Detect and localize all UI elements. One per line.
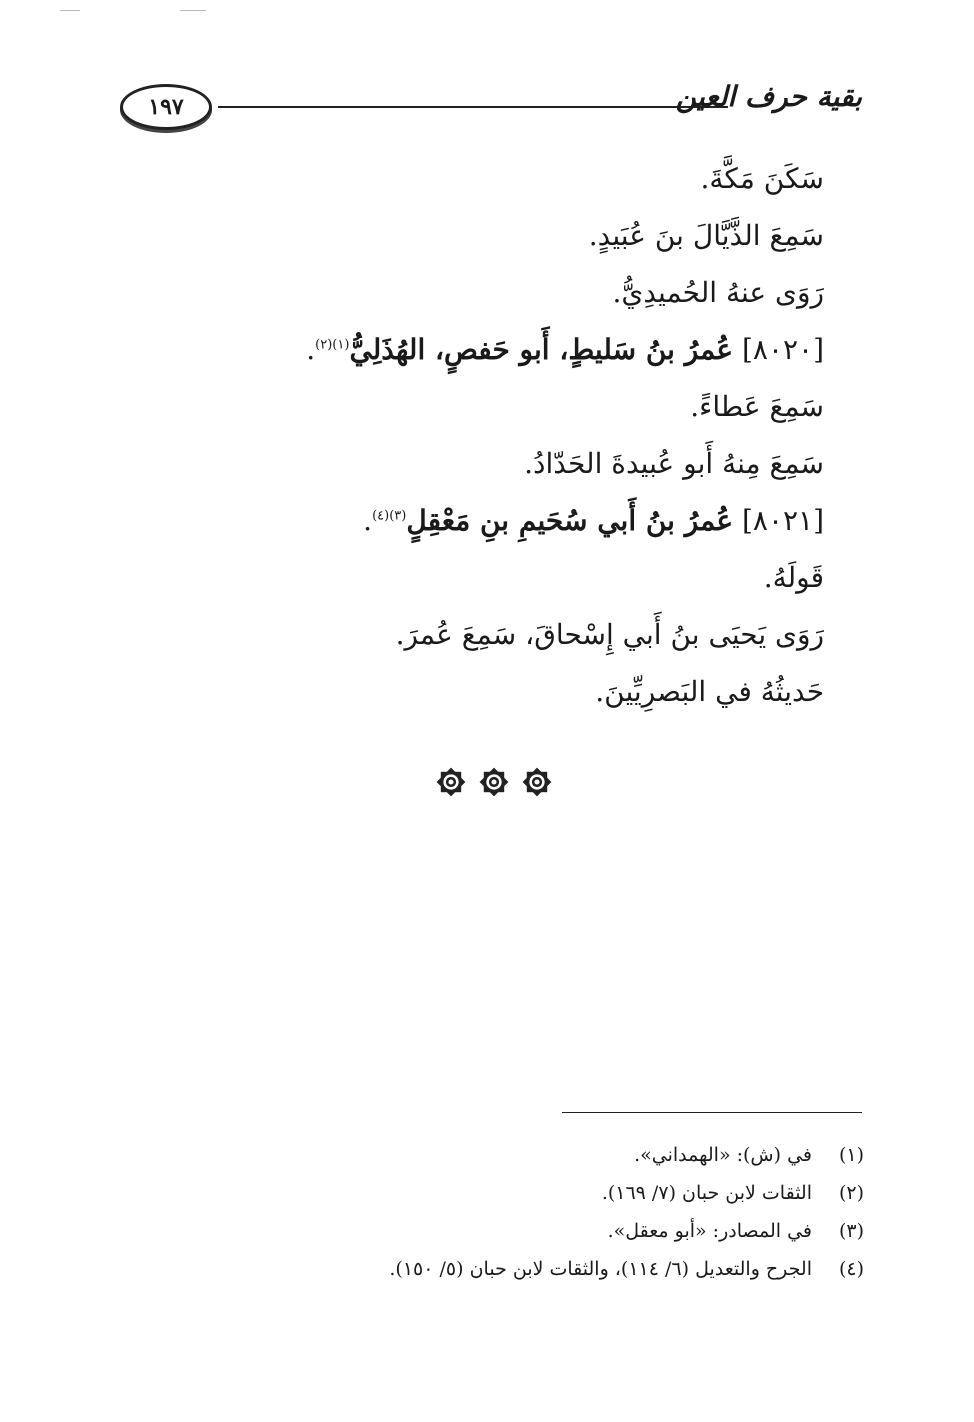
main-text xyxy=(164,150,824,720)
entry-end: . xyxy=(363,504,373,537)
eight-point-star-icon xyxy=(434,765,468,799)
page-number: ١٩٧ xyxy=(148,94,184,120)
footnote-text: الثقات لابن حبان (٧/ ١٦٩). xyxy=(601,1182,812,1204)
entry-end: . xyxy=(306,333,316,366)
text-line: سَمِعَ عَطاءً. xyxy=(690,390,824,423)
footnote-number: (٤) xyxy=(838,1258,864,1280)
page-number-badge xyxy=(120,84,212,130)
footnote-separator xyxy=(562,1112,862,1113)
section-ornament xyxy=(434,762,554,802)
entry-heading xyxy=(164,321,824,378)
text-line: قَولَهُ. xyxy=(763,561,824,594)
eight-point-star-icon xyxy=(520,765,554,799)
footnote-number: (١) xyxy=(838,1144,864,1166)
running-header xyxy=(112,82,862,132)
text-line: سَكَنَ مَكَّةَ. xyxy=(700,162,824,195)
entry-name: عُمرُ بنُ أَبي سُحَيمِ بنِ مَعْقِلٍ xyxy=(406,504,734,537)
text-line: سَمِعَ الذَّيَّالَ بنَ عُبَيدٍ. xyxy=(588,219,824,252)
footnote-ref: (٣)(٤) xyxy=(372,508,407,524)
footnote-number: (٣) xyxy=(838,1220,864,1242)
footnotes xyxy=(244,1136,864,1288)
text-line: حَديثُهُ في البَصرِيِّينَ. xyxy=(595,675,824,708)
footnote-number: (٢) xyxy=(838,1182,864,1204)
text-line: رَوَى يَحيَى بنُ أَبي إِسْحاقَ، سَمِعَ عُمرَ. xyxy=(395,618,824,651)
eight-point-star-icon xyxy=(477,765,511,799)
entry-number: [٨٠٢١] xyxy=(741,504,824,537)
footnote-ref: (١)(٢) xyxy=(315,337,350,353)
footnote-item xyxy=(244,1212,864,1250)
header-rule xyxy=(218,106,728,108)
footnote-text: في المصادر: «أبو معقل». xyxy=(607,1220,812,1242)
footnote-text: الجرح والتعديل (٦/ ١١٤)، والثقات لابن حبان (٥/ ١٥٠). xyxy=(389,1258,812,1280)
scan-mark xyxy=(180,10,206,11)
entry-name: عُمرُ بنُ سَليطٍ، أَبو حَفصٍ، الهُذَلِيُّ xyxy=(349,333,734,366)
footnote-item xyxy=(244,1174,864,1212)
text-line: رَوَى عنهُ الحُميدِيُّ. xyxy=(612,276,824,309)
text-line: سَمِعَ مِنهُ أَبو عُبيدةَ الحَدّادُ. xyxy=(524,447,824,480)
footnote-text: في (ش): «الهمداني». xyxy=(634,1144,812,1166)
entry-heading xyxy=(164,492,824,549)
entry-number: [٨٠٢٠] xyxy=(741,333,824,366)
chapter-title: بقية حرف العين xyxy=(675,80,862,113)
scan-mark xyxy=(60,10,80,11)
footnote-item xyxy=(244,1136,864,1174)
footnote-item xyxy=(244,1250,864,1288)
